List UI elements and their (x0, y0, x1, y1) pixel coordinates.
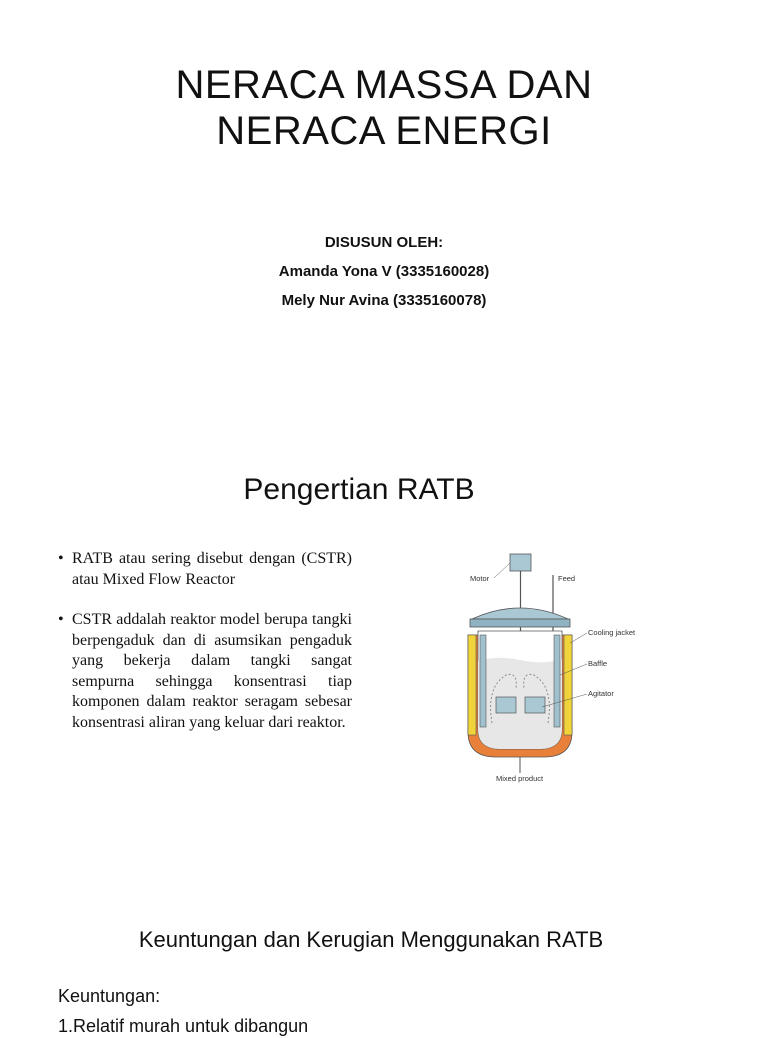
slide1-title-line1: NERACA MASSA DAN (175, 63, 593, 107)
agitator-blade-left (496, 697, 516, 713)
jacket-right (564, 635, 572, 735)
author-2: Mely Nur Avina (3335160078) (281, 292, 487, 309)
jacket-left (468, 635, 476, 735)
slide1-authors (0, 228, 768, 315)
bullet-list (58, 549, 352, 753)
cstr-reactor-diagram (456, 547, 656, 787)
label-cooling-jacket: Cooling jacket (588, 628, 636, 637)
motor-box (510, 554, 531, 571)
label-motor: Motor (470, 574, 490, 583)
advantage-item-1: 1.Relatif murah untuk dibangun (58, 1016, 309, 1036)
author-1: Amanda Yona V (3335160028) (278, 263, 490, 280)
leader-motor (494, 563, 510, 578)
label-feed: Feed (558, 574, 576, 583)
label-agitator: Agitator (588, 689, 614, 698)
slide3-title: Keuntungan dan Kerugian Menggunakan RATB (138, 927, 604, 952)
baffle-right (554, 635, 560, 727)
advantages-label: Keuntungan: (58, 986, 161, 1006)
label-baffle: Baffle (588, 659, 608, 668)
bullet-dot-icon: • (58, 611, 64, 628)
authors-heading: DISUSUN OLEH: (324, 234, 444, 251)
bullet-text: CSTR addalah reaktor model berupa tangki berpengaduk dan di asumsikan pengaduk yang bekerja dalam tangki sangat sempurna sehingga konsentrasi tiap komponen dalam reaktor seragam sebesar konsentrasi aliran yang keluar dari reaktor. (72, 611, 352, 731)
bullet-text: RATB atau sering disebut dengan (CSTR) atau Mixed Flow Reactor (72, 550, 352, 588)
slide1-title-line2: NERACA ENERGI (216, 109, 552, 153)
bullet-dot-icon: • (58, 550, 64, 567)
liquid (478, 658, 562, 749)
leader-cooling-jacket (570, 633, 587, 643)
tank-flange (470, 619, 570, 627)
baffle-left (480, 635, 486, 727)
slide1-title (0, 62, 768, 154)
slide2-title: Pengertian RATB (243, 473, 475, 506)
agitator-blade-right (525, 697, 545, 713)
bullet-item (58, 549, 352, 590)
bullet-item (58, 610, 352, 733)
label-mixed-product: Mixed product (496, 774, 544, 783)
